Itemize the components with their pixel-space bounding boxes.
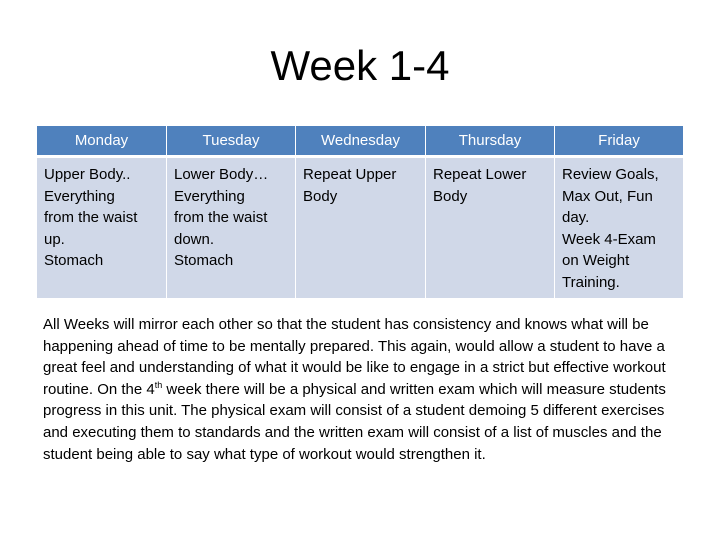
ordinal-suffix: th bbox=[154, 379, 163, 390]
cell-wednesday-text: Repeat Upper Body bbox=[303, 166, 397, 205]
paragraph-part-1: All Weeks will mirror each other so that the student has consistency and knows what will be happening ahead of time to be mentally prepared. This again, would allow a student to have a great feel and understanding of what it would be like to engage in a strict but effective workout routine. On the 4 bbox=[43, 316, 666, 398]
cell-thursday-text: Repeat Lower Body bbox=[433, 166, 527, 205]
schedule-header-row bbox=[37, 126, 683, 158]
schedule-table bbox=[37, 126, 683, 298]
header-friday: Friday bbox=[555, 126, 683, 158]
page-title: Week 1-4 bbox=[270, 42, 450, 89]
description-paragraph bbox=[43, 314, 683, 465]
cell-tuesday-text: Lower Body… Everything from the waist down. Stomach bbox=[174, 166, 269, 270]
cell-wednesday bbox=[296, 158, 426, 298]
header-tuesday: Tuesday bbox=[167, 126, 296, 158]
header-wednesday: Wednesday bbox=[296, 126, 426, 158]
header-thursday: Thursday bbox=[426, 126, 555, 158]
cell-tuesday bbox=[167, 158, 296, 298]
paragraph-part-2: week there will be a physical and written exam which will measure students progress in this unit. The physical exam will consist of a student demoing 5 different exercises and executing them to standards and the written exam will consist of a list of muscles and the student being able to say what type of workout would strengthen it. bbox=[43, 380, 666, 463]
cell-thursday bbox=[426, 158, 555, 298]
header-monday: Monday bbox=[37, 126, 167, 158]
cell-friday-text: Review Goals, Max Out, Fun day. Week 4-Exam on Weight Training. bbox=[562, 166, 659, 291]
cell-monday bbox=[37, 158, 167, 298]
cell-monday-text: Upper Body.. Everything from the waist up. Stomach bbox=[44, 166, 138, 270]
cell-friday bbox=[555, 158, 683, 298]
schedule-body-row bbox=[37, 158, 683, 298]
